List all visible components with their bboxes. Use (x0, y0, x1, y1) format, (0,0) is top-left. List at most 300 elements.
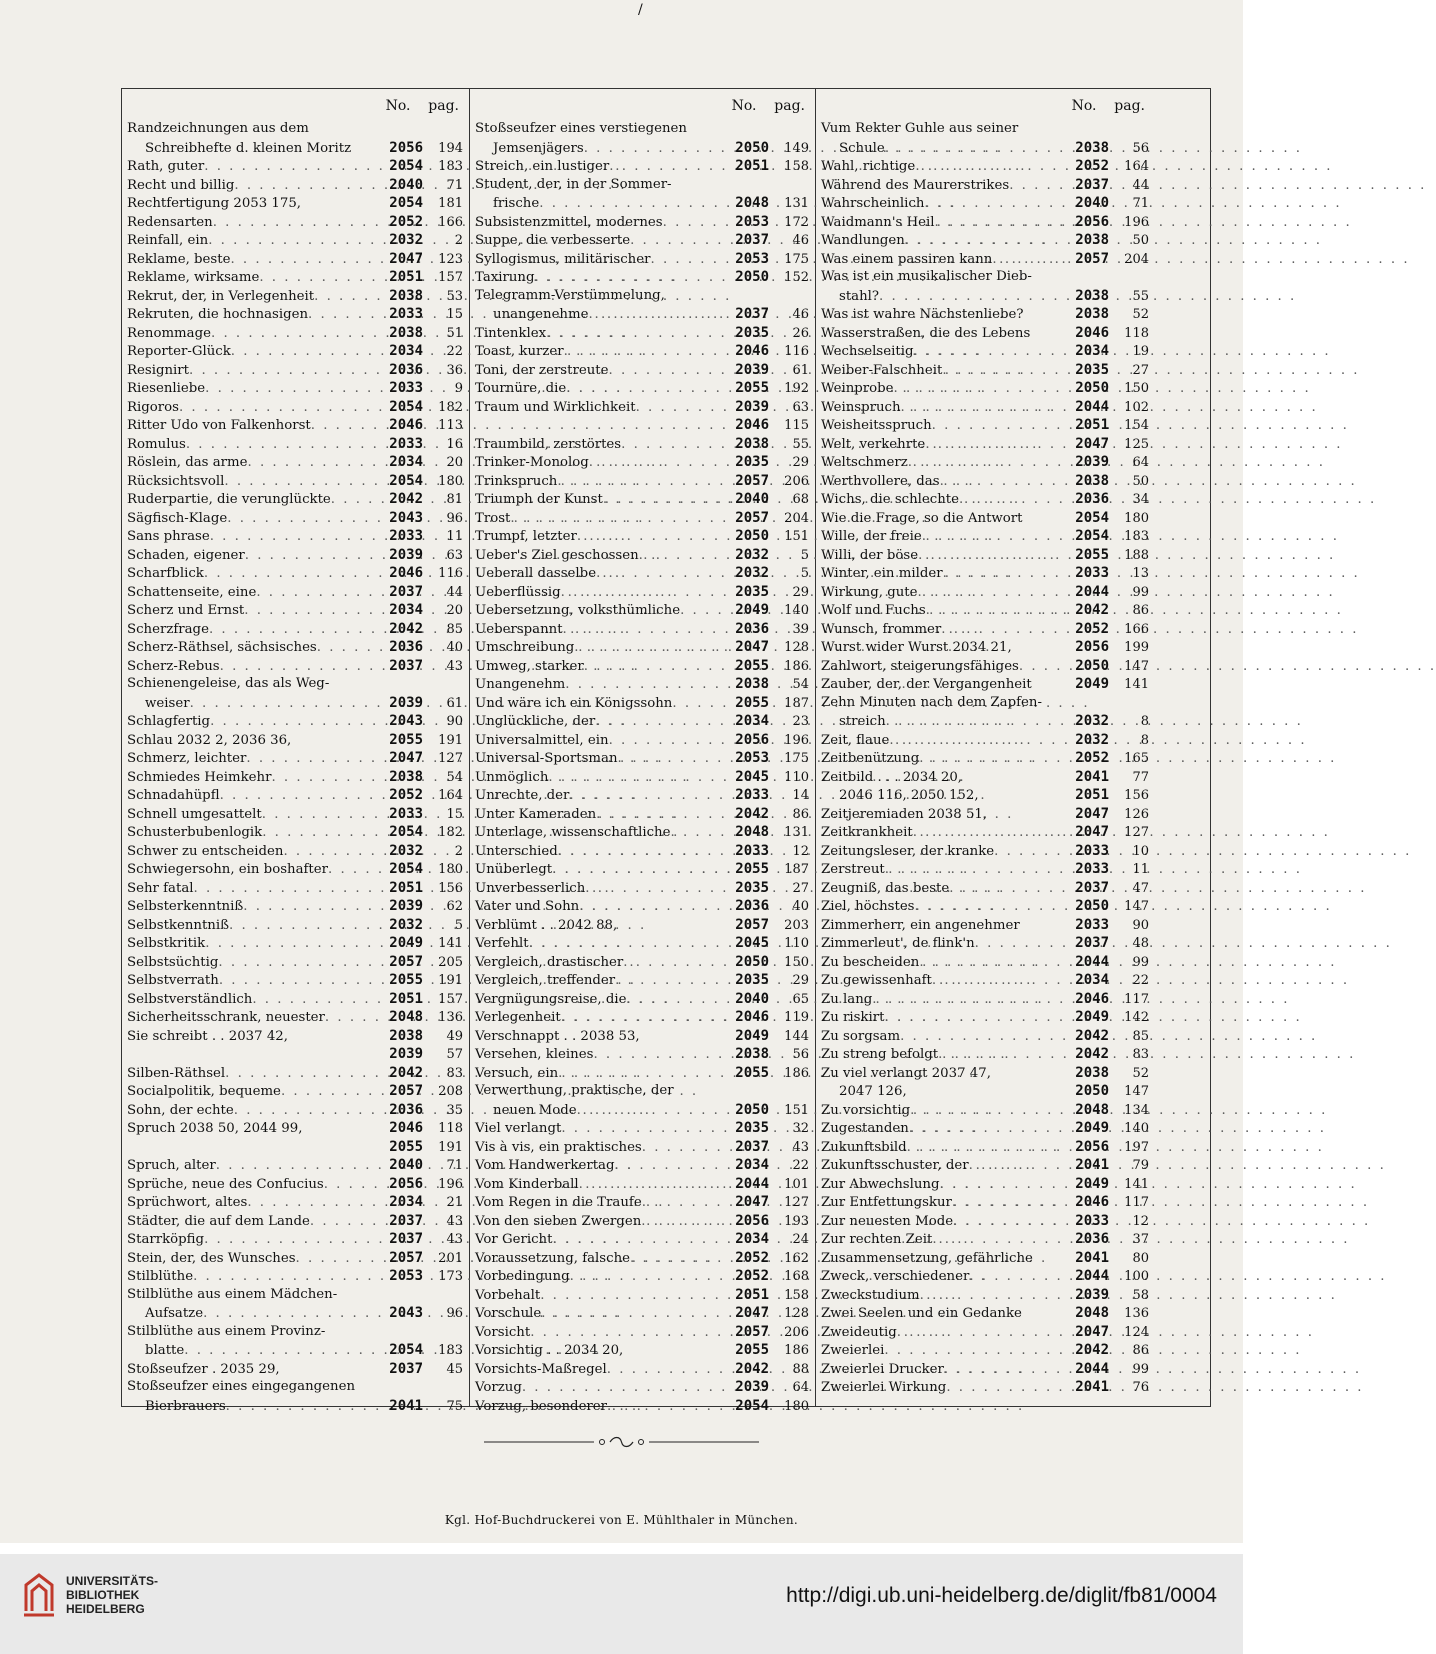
page-number: 134 (1124, 1102, 1149, 1118)
page-number: 50 (1132, 473, 1149, 489)
issue-number: 2055 (735, 861, 769, 877)
dot-leader (220, 787, 361, 806)
dot-leader (615, 1157, 708, 1176)
index-entry (475, 860, 809, 879)
issue-number: 2040 (389, 1157, 423, 1173)
entry-title: Toni, der zerstreute (475, 362, 609, 378)
dot-leader (243, 898, 361, 917)
issue-number: 2034 (735, 1157, 769, 1173)
dot-leader (184, 1342, 361, 1361)
dot-leader (588, 306, 707, 325)
issue-number: 2047 (735, 1305, 769, 1321)
dot-leader (570, 1268, 707, 1287)
page-number: 88 (792, 1361, 809, 1377)
dot-leader (574, 639, 707, 658)
index-entry (821, 1230, 1149, 1249)
page-number: 150 (784, 954, 809, 970)
dot-leader (227, 510, 361, 529)
page-number: 175 (784, 251, 809, 267)
entry-title: Vorsichtig . . 2034 20, (475, 1343, 624, 1358)
header-no: No. (731, 98, 757, 114)
dot-leader (626, 991, 707, 1010)
entry-title: Bierbrauers (145, 1398, 226, 1414)
entry-title: Rath, guter (127, 159, 205, 174)
page-number: 99 (1132, 954, 1149, 970)
issue-number: 2055 (1075, 546, 1109, 563)
entry-title: Schusterbubenlogik (127, 825, 263, 840)
page-number: 53 (446, 288, 463, 304)
index-entry (127, 953, 463, 972)
index-entry (475, 139, 809, 158)
issue-number: 2033 (1075, 842, 1109, 859)
dot-leader (325, 1009, 361, 1028)
dot-leader (564, 343, 707, 362)
entry-title: Zwei Seelen und ein Gedanke (821, 1306, 1022, 1321)
dot-leader (944, 1361, 1047, 1380)
issue-number: 2053 (735, 750, 769, 766)
entry-title: unangenehme (493, 307, 589, 322)
issue-number: 2050 (735, 953, 769, 970)
index-entry (821, 342, 1149, 361)
issue-number: 2042 (1075, 1027, 1109, 1044)
dot-leader (186, 436, 361, 455)
issue-number: 2038 (735, 435, 769, 452)
page-number: 206 (784, 1324, 809, 1340)
index-entry (127, 768, 463, 787)
page-number: 113 (438, 418, 463, 433)
index-entry (475, 527, 809, 546)
dot-leader (909, 1120, 1047, 1139)
entry-title: Spruch 2038 50, 2044 99, (127, 1121, 303, 1136)
dot-leader (935, 214, 1047, 233)
index-entry (127, 583, 463, 602)
index-entry (821, 564, 1149, 583)
index-entry (127, 731, 463, 750)
index-entry (127, 1082, 463, 1101)
page-number: 62 (446, 899, 463, 914)
dot-leader (229, 917, 361, 936)
entry-title: Zu riskirt (821, 1010, 885, 1025)
index-column-1 (127, 98, 463, 1415)
issue-number: 2053 (389, 1268, 423, 1284)
page-number: 180 (1124, 510, 1149, 526)
issue-number: 2035 (735, 454, 769, 470)
page-number: 46 (792, 233, 809, 248)
index-entry (475, 435, 809, 454)
issue-number: 2037 (389, 1231, 423, 1247)
entry-title: Trost (475, 510, 511, 526)
issue-number: 2048 (389, 1009, 423, 1025)
page-number: 27 (792, 880, 809, 896)
issue-number: 2052 (389, 787, 423, 803)
entry-title: Wahl, richtige (821, 159, 916, 174)
page-number: 127 (1124, 825, 1149, 840)
entry-title: Stilblüthe (127, 1269, 194, 1284)
entry-title: Romulus (127, 436, 186, 452)
dot-leader (969, 1268, 1047, 1287)
index-entry (475, 786, 809, 805)
index-entry (127, 675, 463, 694)
index-entry (127, 1027, 463, 1046)
entry-title: Vergnügungsreise, die (475, 991, 627, 1007)
index-entry (475, 120, 809, 139)
page-number: 204 (784, 510, 809, 526)
page-number: 196 (438, 1176, 463, 1192)
index-entry (475, 990, 809, 1009)
issue-number: 2037 (1075, 176, 1109, 193)
index-entry (821, 694, 1149, 713)
page-number: 116 (438, 566, 463, 581)
page-number: 172 (784, 214, 809, 230)
index-entry (475, 379, 809, 398)
dot-leader (886, 713, 1047, 732)
source-url[interactable]: http://digi.ub.uni-heidelberg.de/diglit/fb81/0004 (786, 1584, 1217, 1607)
index-entry (127, 564, 463, 583)
page-number: 2 (454, 843, 463, 859)
dot-leader (584, 658, 707, 677)
entry-title: Zeitbenützung (821, 751, 920, 766)
entry-title: Vum Rekter Guhle aus seiner (821, 121, 1019, 136)
entry-title: Zu gewissenhaft (821, 973, 932, 988)
issue-number: 2032 (1075, 713, 1109, 729)
index-entry (127, 1175, 463, 1194)
issue-number: 2037 (389, 1360, 423, 1377)
page-number: 158 (784, 159, 809, 174)
page-number: 48 (1132, 936, 1149, 951)
page-number: 100 (1124, 1269, 1149, 1284)
page-number: 15 (446, 806, 463, 822)
index-entry (127, 971, 463, 990)
index-entry (821, 231, 1149, 250)
page-number: 152 (784, 270, 809, 285)
entry-title: Selbstverständlich (127, 991, 253, 1007)
index-entry (127, 490, 463, 509)
index-entry (475, 823, 809, 842)
index-entry (475, 1193, 809, 1212)
entry-title: blatte (145, 1343, 185, 1358)
dot-leader (220, 658, 361, 677)
entry-title: Sie schreibt . . 2037 42, (127, 1028, 288, 1044)
index-entry (821, 268, 1149, 287)
page-number: 196 (784, 732, 809, 748)
entry-title: Zeitkrankheit (821, 825, 913, 840)
issue-number: 2035 (735, 1120, 769, 1136)
entry-title: Verlegenheit (475, 1010, 561, 1025)
page-number: 205 (438, 954, 463, 970)
page-number: 64 (792, 1380, 809, 1395)
page-number: 110 (784, 769, 809, 785)
entry-title: Zimmerleut', de flink'n (821, 936, 975, 951)
issue-number: 2038 (389, 1027, 423, 1044)
entry-title: Verschnappt . . 2038 53, (475, 1028, 640, 1044)
page-number: 81 (446, 492, 463, 507)
dot-leader (905, 232, 1047, 251)
index-entry (821, 490, 1149, 509)
dot-leader (913, 824, 1047, 843)
issue-number: 2049 (1075, 676, 1109, 692)
entry-title: Wandlungen (821, 233, 905, 248)
index-entry (821, 860, 1149, 879)
dot-leader (585, 880, 707, 899)
entry-title: Zeitungsleser, der kranke (821, 843, 995, 859)
entry-title: 2047 126, (839, 1084, 907, 1099)
index-entry (475, 1249, 809, 1268)
page-number: 183 (438, 159, 463, 174)
frame-top-rule (121, 88, 1211, 89)
page-number: 141 (1124, 677, 1149, 692)
page-number: 63 (792, 399, 809, 415)
index-entry (127, 472, 463, 491)
page-number: 168 (784, 1269, 809, 1284)
dot-leader (271, 769, 361, 788)
issue-number: 2033 (735, 787, 769, 803)
issue-number: 2042 (389, 1064, 423, 1081)
issue-number: 2039 (735, 398, 769, 415)
issue-number: 2046 (1075, 1194, 1109, 1210)
dot-leader (566, 380, 707, 399)
issue-number: 2055 (735, 657, 769, 674)
dot-leader (577, 1102, 707, 1121)
issue-number: 2052 (1075, 620, 1109, 637)
entry-title: Was ist wahre Nächstenliebe? (821, 307, 1024, 322)
entry-title: Wie die Frage, so die Antwort (821, 510, 1023, 526)
page-number: 50 (1132, 233, 1149, 248)
entry-title: Wurst wider Wurst 2034 21, (821, 640, 1012, 655)
dot-leader (247, 454, 361, 473)
entry-title: Reporter-Glück (127, 344, 231, 359)
entry-title: Sehr fatal (127, 880, 194, 896)
entry-title: Zu lang (821, 991, 873, 1007)
dot-leader (231, 343, 361, 362)
index-entry (821, 879, 1149, 898)
dot-leader (917, 584, 1047, 603)
index-entry (127, 934, 463, 953)
dot-leader (211, 325, 361, 344)
index-entry (475, 1101, 809, 1120)
issue-number: 2033 (389, 306, 423, 322)
page-number: 90 (446, 714, 463, 729)
page-number: 77 (1132, 769, 1149, 785)
entry-title: Rücksichtsvoll (127, 473, 225, 489)
page-number: 34 (1132, 492, 1149, 507)
page-number: 187 (784, 862, 809, 877)
entry-title: Sprüchwort, altes (127, 1195, 248, 1210)
entry-title: Weinspruch (821, 399, 901, 415)
page-number: 85 (1132, 1028, 1149, 1044)
index-entry (475, 1267, 809, 1286)
dot-leader (557, 473, 707, 492)
page-number: 136 (438, 1010, 463, 1025)
page-number: 46 (792, 307, 809, 322)
dot-leader (941, 621, 1047, 640)
dot-leader (245, 547, 361, 566)
page-number: 22 (446, 344, 463, 359)
entry-title: Rechtfertigung 2053 175, (127, 196, 302, 211)
issue-number: 2038 (735, 676, 769, 692)
issue-number: 2054 (389, 861, 423, 877)
index-entry (821, 971, 1149, 990)
index-entry (821, 1045, 1149, 1064)
entry-title: Unter Kameraden (475, 806, 597, 822)
page-number: 29 (792, 584, 809, 600)
entry-title: Zur Abwechslung (821, 1176, 940, 1192)
entry-title: Zeugniß, das beste (821, 880, 950, 896)
page-number: 10 (1132, 843, 1149, 859)
index-table (121, 88, 1211, 1414)
entry-title: 2046 116, 2050 152, (839, 788, 979, 803)
index-entry (475, 620, 809, 639)
index-entry (821, 379, 1149, 398)
entry-title: Reklame, beste (127, 251, 231, 267)
issue-number: 2032 (389, 842, 423, 859)
dot-leader (535, 269, 707, 288)
page-number: 127 (784, 1195, 809, 1210)
index-entry (127, 1193, 463, 1212)
index-entry (475, 897, 809, 916)
index-entry (821, 1286, 1149, 1305)
issue-number: 2038 (389, 287, 423, 304)
index-entry (127, 1101, 463, 1120)
index-entry (821, 1212, 1149, 1231)
index-entry (475, 1397, 809, 1416)
dot-leader (969, 1157, 1047, 1176)
index-entry (127, 823, 463, 842)
dot-leader (596, 806, 707, 825)
page-number: 182 (438, 399, 463, 415)
entry-title: Unüberlegt (475, 862, 553, 877)
issue-number: 2052 (389, 213, 423, 230)
issue-number: 2057 (1075, 250, 1109, 267)
page-number: 51 (446, 325, 463, 341)
issue-number: 2051 (1075, 417, 1109, 433)
dot-leader (642, 1139, 707, 1158)
issue-number: 2054 (389, 472, 423, 489)
dot-leader (922, 528, 1047, 547)
entry-title: Sohn, der echte (127, 1102, 234, 1118)
issue-number: 2032 (1075, 731, 1109, 748)
entry-title: Traum und Wirklichkeit (475, 399, 636, 415)
index-entry (475, 1027, 809, 1046)
index-entry (127, 305, 463, 324)
issue-number: 2047 (735, 1194, 769, 1210)
index-entry (821, 990, 1149, 1009)
entry-title: Winter, ein milder (821, 566, 943, 581)
entry-title: Vorzug (475, 1380, 522, 1395)
index-entry (475, 638, 809, 657)
index-entry (475, 953, 809, 972)
issue-number: 2042 (1075, 1046, 1109, 1062)
index-entry (821, 213, 1149, 232)
page-number: 101 (784, 1176, 809, 1192)
index-entry (127, 324, 463, 343)
entry-title: Syllogismus, militärischer (475, 251, 651, 267)
entry-title: Selbsterkenntniß (127, 899, 244, 914)
page-number: 61 (792, 362, 809, 378)
index-entry (127, 139, 463, 158)
index-entry (821, 472, 1149, 491)
dot-leader (216, 1157, 361, 1176)
dot-leader (234, 177, 361, 196)
entry-title: Zehn Minuten nach dem Zapfen- (821, 694, 1042, 710)
entry-title: Toast, kurzer (475, 344, 564, 359)
column-header (475, 98, 809, 120)
page-number: 131 (784, 825, 809, 840)
issue-number: 2037 (389, 1212, 423, 1229)
dot-leader (943, 565, 1047, 584)
issue-number: 2043 (389, 1305, 423, 1321)
entry-title: Jemsenjägers (493, 140, 584, 156)
entry-title: Universalmittel, ein (475, 732, 609, 748)
dot-leader (884, 1009, 1047, 1028)
dot-leader (670, 824, 707, 843)
entry-title: Ritter Udo von Falkenhorst (127, 418, 311, 433)
library-name-line: BIBLIOTHEK (66, 1588, 140, 1602)
issue-number: 2054 (1075, 528, 1109, 544)
dot-leader (932, 417, 1047, 436)
dot-leader (193, 1268, 361, 1287)
page-number: 57 (446, 1047, 463, 1062)
dot-leader (561, 1120, 707, 1139)
frame-left-rule (121, 88, 122, 1407)
page-number: 141 (1124, 1176, 1149, 1192)
issue-number: 2045 (735, 768, 769, 785)
entry-title: Schmiedes Heimkehr (127, 769, 272, 785)
index-entry (475, 1082, 809, 1101)
issue-number: 2054 (389, 195, 423, 211)
index-entry (821, 916, 1149, 935)
issue-number: 2056 (389, 139, 423, 156)
dot-leader (900, 1028, 1047, 1047)
entry-title: Städter, die auf dem Lande (127, 1213, 310, 1229)
dot-leader (885, 861, 1047, 880)
dot-leader (603, 491, 707, 510)
dot-leader (225, 1065, 361, 1084)
issue-number: 2039 (389, 546, 423, 563)
issue-number: 2046 (389, 1120, 423, 1136)
index-entry (127, 361, 463, 380)
index-entry (127, 712, 463, 731)
entry-title: Zur neuesten Mode (821, 1213, 954, 1229)
entry-title: Vorbehalt (475, 1287, 541, 1303)
dot-leader (246, 750, 361, 769)
index-entry (127, 916, 463, 935)
page-number: 39 (792, 621, 809, 637)
entry-title: Viel verlangt (475, 1121, 562, 1136)
index-entry (821, 361, 1149, 380)
dot-leader (630, 232, 707, 251)
dot-leader (639, 547, 707, 566)
dot-leader (552, 1231, 707, 1250)
page-number: 183 (438, 1343, 463, 1358)
issue-number: 2040 (735, 491, 769, 507)
page-number: 162 (784, 1250, 809, 1266)
index-entry (475, 287, 809, 306)
page-number: 192 (784, 381, 809, 396)
issue-number: 2044 (1075, 1268, 1109, 1284)
issue-number: 2042 (735, 805, 769, 822)
page-number: 80 (1132, 1250, 1149, 1266)
column-header (127, 98, 463, 120)
index-entry (475, 1360, 809, 1379)
entry-title: Zugestanden (821, 1121, 909, 1136)
page-number: 52 (1132, 1065, 1149, 1081)
dot-leader (897, 1324, 1047, 1343)
issue-number: 2056 (735, 731, 769, 748)
issue-number: 2039 (389, 694, 423, 711)
dot-leader (975, 935, 1047, 954)
page-number: 201 (438, 1250, 463, 1266)
entry-title: Vis à vis, ein praktisches (475, 1139, 642, 1155)
